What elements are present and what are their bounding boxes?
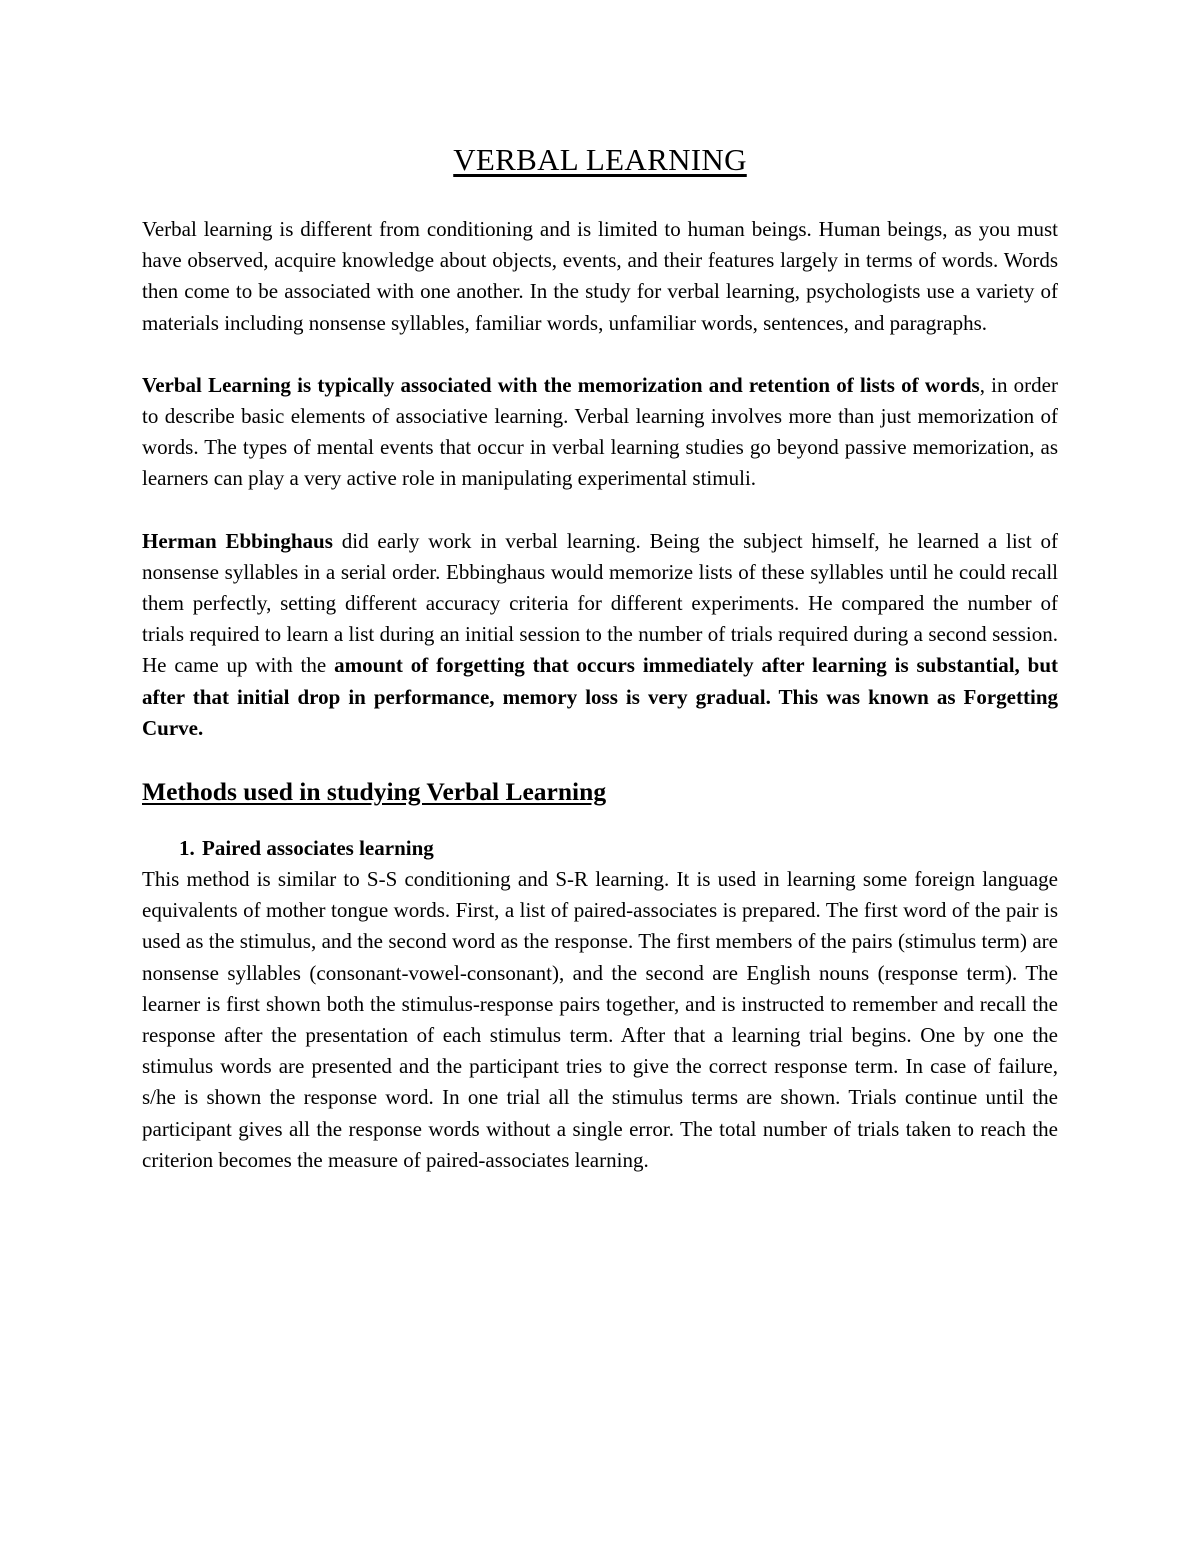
- paired-associates-description: This method is similar to S-S conditioning and S-R learning. It is used in learning some foreign language equivalents of mother tongue words. First, a list of paired-associates is prepared. The first word of the pair is used as the stimulus, and the second word as the response. The first members of the pairs (stimulus term) are nonsense syllables (consonant-vowel-consonant), and the second are English nouns (response term). The learner is first shown both the stimulus-response pairs together, and is instructed to remember and recall the response after the presentation of each stimulus term. After that a learning trial begins. One by one the stimulus words are presented and the participant tries to give the correct response term. In case of failure, s/he is shown the response word. In one trial all the stimulus terms are shown. Trials continue until the participant gives all the response words without a single error. The total number of trials taken to reach the criterion becomes the measure of paired-associates learning.: [142, 867, 1058, 1172]
- methods-heading: Methods used in studying Verbal Learning: [142, 777, 607, 807]
- method-title-paired-associates: 1. Paired associates learning: [200, 833, 1058, 864]
- ebbinghaus-name: Herman Ebbinghaus: [142, 528, 333, 553]
- document-page: [142, 140, 1058, 1176]
- memorization-bold-lead: Verbal Learning is typically associated with the memorization and retention of lists of words: [142, 372, 980, 397]
- memorization-rest: , in order to describe basic elements of associative learning. Verbal learning involves more than just memorization of words. The types of mental events that occur in verbal learning studies go beyond passive memorization, as learners can play a very active role in manipulating experimental stimuli.: [142, 372, 1058, 491]
- methods-list: [142, 833, 1058, 864]
- ebbinghaus-paragraph: [142, 526, 1058, 744]
- memorization-paragraph: [142, 370, 1058, 495]
- intro-paragraph: Verbal learning is different from conditioning and is limited to human beings. Human beings, as you must have observed, acquire knowledge about objects, events, and their features largely in terms of words. Words then come to be associated with one another. In the study for verbal learning, psychologists use a variety of materials including nonsense syllables, familiar words, unfamiliar words, sentences, and paragraphs.: [142, 217, 1058, 335]
- forgetting-curve-conclusion: amount of forgetting that occurs immediately after learning is substantial, but after that initial drop in performance, memory loss is very gradual. This was known as Forgetting Curve.: [142, 653, 1058, 740]
- ebbinghaus-middle: did early work in verbal learning. Being the subject himself, he learned a list of nonsense syllables in a serial order. Ebbinghaus would memorize lists of these syllables until he could recall them perfectly, setting different accuracy criteria for different experiments. He compared the number of trials required to learn a list during an initial session to the number of trials required during a second session. He came up with the: [142, 528, 1058, 678]
- page-title: VERBAL LEARNING: [453, 142, 747, 177]
